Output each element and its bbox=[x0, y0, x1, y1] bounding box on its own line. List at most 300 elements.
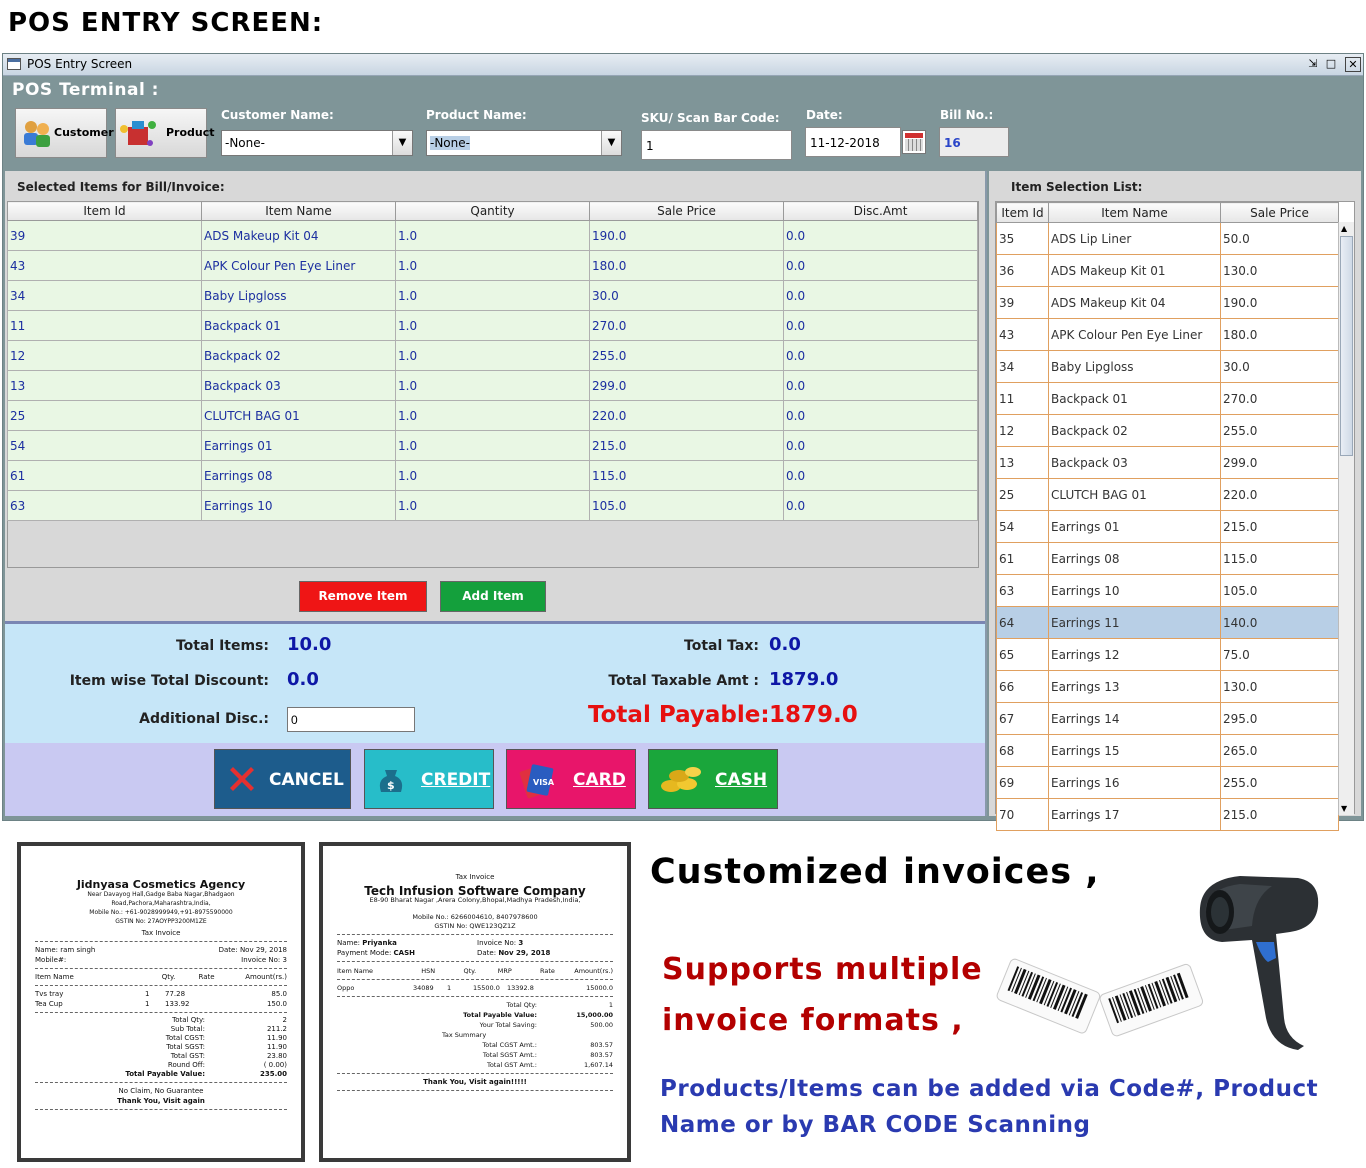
payable-value: 1879.0 bbox=[769, 702, 858, 728]
selection-table-row[interactable] bbox=[997, 799, 1339, 831]
payment-bar bbox=[5, 743, 985, 816]
bill-table-cell[interactable]: 1.0 bbox=[396, 461, 590, 491]
selection-table-cell[interactable]: 50.0 bbox=[1221, 223, 1339, 255]
bill-table-row[interactable] bbox=[8, 371, 978, 401]
product-button-label: Product bbox=[166, 126, 215, 139]
bill-table-cell[interactable]: 0.0 bbox=[784, 461, 978, 491]
vertical-scrollbar[interactable] bbox=[1338, 222, 1354, 815]
selection-table-row[interactable] bbox=[997, 415, 1339, 447]
sku-label: SKU/ Scan Bar Code: bbox=[641, 111, 780, 125]
r2-item-cell: 15500.0 bbox=[473, 984, 500, 992]
page-heading: POS ENTRY SCREEN: bbox=[8, 8, 324, 38]
selection-column-header[interactable]: Sale Price bbox=[1221, 203, 1339, 223]
selection-table-cell[interactable]: Earrings 15 bbox=[1049, 735, 1221, 767]
r1-summary-value: ( 0.00) bbox=[263, 1061, 287, 1069]
r2-gstin: GSTIN No: QWE123QZ1Z bbox=[434, 922, 516, 930]
bill-table-cell[interactable]: 1.0 bbox=[396, 251, 590, 281]
bill-table-row[interactable] bbox=[8, 311, 978, 341]
bill-table-cell[interactable]: 215.0 bbox=[590, 431, 784, 461]
header-bar bbox=[3, 76, 1363, 171]
bill-table-cell[interactable]: 11 bbox=[8, 311, 202, 341]
customer-icon bbox=[21, 117, 53, 149]
bill-table-cell[interactable]: 0.0 bbox=[784, 341, 978, 371]
selection-table-cell[interactable]: 63 bbox=[997, 575, 1049, 607]
selection-column-header[interactable]: Item Id bbox=[997, 203, 1049, 223]
cash-button[interactable] bbox=[648, 749, 778, 809]
selection-table-cell[interactable]: 70 bbox=[997, 799, 1049, 831]
r1-item-cell: 1 bbox=[145, 990, 150, 998]
selection-table-row[interactable] bbox=[997, 767, 1339, 799]
bill-table-cell[interactable]: 0.0 bbox=[784, 401, 978, 431]
r1-summary-value: 2 bbox=[282, 1016, 287, 1024]
selection-table-row[interactable] bbox=[997, 447, 1339, 479]
chevron-down-icon[interactable]: ▼ bbox=[601, 131, 621, 155]
selection-table-cell[interactable]: 215.0 bbox=[1221, 799, 1339, 831]
r2-summary-label: Total Qty: bbox=[506, 1001, 537, 1009]
chevron-down-icon[interactable]: ▼ bbox=[392, 131, 412, 155]
r2-doc-title: Tax Invoice bbox=[455, 873, 495, 881]
selection-table-cell[interactable]: Earrings 13 bbox=[1049, 671, 1221, 703]
bill-table-cell[interactable]: 54 bbox=[8, 431, 202, 461]
r2-summary-row bbox=[337, 1040, 613, 1050]
bill-table-cell[interactable]: 0.0 bbox=[784, 221, 978, 251]
remove-item-button[interactable]: Remove Item bbox=[299, 581, 427, 612]
barcode-label-icon bbox=[992, 960, 1104, 1034]
r1-name-value: ram singh bbox=[60, 946, 96, 954]
selection-table-cell[interactable]: 64 bbox=[997, 607, 1049, 639]
r2-summary-row bbox=[337, 1060, 613, 1070]
selection-table-row[interactable] bbox=[997, 287, 1339, 319]
taxable-label: Total Taxable Amt : bbox=[608, 673, 759, 689]
total-tax-label: Total Tax: bbox=[684, 638, 759, 654]
r2-invoice-label: Invoice No: bbox=[477, 939, 517, 947]
promo-line-2: Supports multiple bbox=[662, 952, 983, 987]
r2-item-row bbox=[337, 983, 613, 993]
selection-table-cell[interactable]: 115.0 bbox=[1221, 543, 1339, 575]
credit-button[interactable] bbox=[364, 749, 494, 809]
r2-company: Tech Infusion Software Company bbox=[364, 884, 586, 898]
r2-name-value: Priyanka bbox=[362, 939, 397, 947]
r2-col-qty: Qty. bbox=[463, 967, 477, 975]
selection-table-cell[interactable]: ADS Makeup Kit 04 bbox=[1049, 287, 1221, 319]
promo-line-3: invoice formats , bbox=[662, 1003, 964, 1038]
r1-summary-row bbox=[35, 1025, 287, 1034]
r1-col-item: Item Name bbox=[35, 973, 74, 981]
r2-summary-value: 1,607.14 bbox=[584, 1061, 613, 1069]
r1-item-cell: Tea Cup bbox=[35, 1000, 63, 1008]
r2-summary-value: 15,000.00 bbox=[576, 1011, 613, 1019]
bill-table-cell[interactable]: Backpack 03 bbox=[202, 371, 396, 401]
r2-date-value: Nov 29, 2018 bbox=[498, 949, 551, 957]
bill-table-cell[interactable]: Backpack 01 bbox=[202, 311, 396, 341]
bill-table-cell[interactable]: 43 bbox=[8, 251, 202, 281]
product-name-label: Product Name: bbox=[426, 108, 527, 122]
bill-table-cell[interactable]: Baby Lipgloss bbox=[202, 281, 396, 311]
selection-table-cell[interactable]: Earrings 12 bbox=[1049, 639, 1221, 671]
bill-table-cell[interactable]: 1.0 bbox=[396, 431, 590, 461]
r1-doc-title: Tax Invoice bbox=[141, 929, 181, 937]
r2-col-rate: Rate bbox=[540, 967, 555, 975]
r2-item-cell: 13392.8 bbox=[507, 984, 534, 992]
bill-table-cell[interactable]: 12 bbox=[8, 341, 202, 371]
bill-table-cell[interactable]: 1.0 bbox=[396, 491, 590, 521]
cancel-icon bbox=[227, 764, 257, 794]
promo-line-5: Name or by BAR CODE Scanning bbox=[660, 1112, 1091, 1138]
bill-table-row[interactable] bbox=[8, 341, 978, 371]
r2-summary-label: Total CGST Amt.: bbox=[482, 1041, 537, 1049]
customer-name-label: Customer Name: bbox=[221, 108, 334, 122]
add-item-button[interactable]: Add Item bbox=[440, 581, 546, 612]
totals-panel bbox=[5, 621, 985, 743]
selection-table-cell[interactable]: Earrings 08 bbox=[1049, 543, 1221, 575]
bill-table-cell[interactable]: 30.0 bbox=[590, 281, 784, 311]
selection-table-cell[interactable]: 130.0 bbox=[1221, 671, 1339, 703]
window-titlebar bbox=[3, 54, 1363, 76]
r1-summary-value: 11.90 bbox=[266, 1043, 287, 1051]
bill-table-cell[interactable]: CLUTCH BAG 01 bbox=[202, 401, 396, 431]
selection-table-row[interactable] bbox=[997, 255, 1339, 287]
maximize-icon[interactable]: □ bbox=[1325, 57, 1337, 70]
bill-panel-title: Selected Items for Bill/Invoice: bbox=[17, 180, 225, 194]
r1-footer1: No Claim, No Guarantee bbox=[118, 1087, 204, 1095]
bill-table-cell[interactable]: 25 bbox=[8, 401, 202, 431]
r2-mode-label: Payment Mode: bbox=[337, 949, 392, 957]
bill-table-cell[interactable]: 61 bbox=[8, 461, 202, 491]
bill-table-cell[interactable]: 1.0 bbox=[396, 281, 590, 311]
selection-table-row[interactable] bbox=[997, 607, 1339, 639]
r2-address: E8-90 Bharat Nagar ,Arera Colony,Bhopal,Madhya Pradesh,India, bbox=[369, 896, 581, 904]
bill-table-cell[interactable]: 0.0 bbox=[784, 281, 978, 311]
bill-table-cell[interactable]: 0.0 bbox=[784, 491, 978, 521]
r2-invoice-value: 3 bbox=[518, 939, 524, 947]
r1-mobile: Mobile No.: +61-9028999949,+91-8975590000 bbox=[89, 909, 233, 916]
taxable-value: 1879.0 bbox=[769, 669, 839, 690]
selection-table-cell[interactable]: 190.0 bbox=[1221, 287, 1339, 319]
bill-table-cell[interactable]: 1.0 bbox=[396, 221, 590, 251]
selection-table-cell[interactable]: 61 bbox=[997, 543, 1049, 575]
bill-column-header[interactable]: Item Name bbox=[202, 202, 396, 221]
selection-table-cell[interactable]: 180.0 bbox=[1221, 319, 1339, 351]
r2-col-mrp: MRP bbox=[497, 967, 512, 975]
selection-table-cell[interactable]: 36 bbox=[997, 255, 1049, 287]
selection-table-cell[interactable]: Earrings 17 bbox=[1049, 799, 1221, 831]
r2-summary-label: Your Total Saving: bbox=[479, 1021, 537, 1029]
bill-column-header[interactable]: Qantity bbox=[396, 202, 590, 221]
selection-table-cell[interactable]: 11 bbox=[997, 383, 1049, 415]
r2-tax-summary: Tax Summary bbox=[442, 1031, 487, 1039]
bill-number: 16 bbox=[939, 127, 1009, 157]
product-name-value: -None- bbox=[430, 136, 470, 150]
selection-table-cell[interactable]: 140.0 bbox=[1221, 607, 1339, 639]
selection-table-cell[interactable]: 68 bbox=[997, 735, 1049, 767]
sample-invoice-2 bbox=[319, 842, 631, 1162]
r2-summary-row bbox=[337, 1010, 613, 1020]
promo-line-4: Products/Items can be added via Code#, Product bbox=[660, 1076, 1319, 1102]
svg-text:$: $ bbox=[387, 779, 395, 792]
r1-gstin: GSTIN No: 27AOYPP3200M1ZE bbox=[115, 918, 207, 925]
bill-table-cell[interactable]: 0.0 bbox=[784, 431, 978, 461]
bill-table-cell[interactable]: 0.0 bbox=[784, 371, 978, 401]
selection-table-row[interactable] bbox=[997, 543, 1339, 575]
r1-item-cell: 85.0 bbox=[271, 990, 287, 998]
scroll-thumb[interactable] bbox=[1340, 236, 1353, 456]
selection-table-row[interactable] bbox=[997, 671, 1339, 703]
r1-name-label: Name: bbox=[35, 946, 59, 954]
selection-table-cell[interactable]: 66 bbox=[997, 671, 1049, 703]
r2-item-cell: 34089 bbox=[413, 984, 434, 992]
r1-summary-label: Sub Total: bbox=[170, 1025, 205, 1033]
cash-button-label: CASH bbox=[715, 770, 768, 790]
bill-table-cell[interactable]: 34 bbox=[8, 281, 202, 311]
selection-table-cell[interactable]: 13 bbox=[997, 447, 1049, 479]
bill-table-row[interactable] bbox=[8, 491, 978, 521]
sku-input[interactable]: 1 bbox=[641, 130, 792, 160]
r1-address1: Near Davayog Hall,Gadge Baba Nagar,Bhadgaon bbox=[87, 891, 235, 898]
product-button[interactable] bbox=[115, 108, 215, 158]
bill-table-row[interactable] bbox=[8, 461, 978, 491]
selection-table-row[interactable] bbox=[997, 511, 1339, 543]
selection-table-cell[interactable]: Baby Lipgloss bbox=[1049, 351, 1221, 383]
selection-table-cell[interactable]: Earrings 01 bbox=[1049, 511, 1221, 543]
bill-column-header[interactable]: Disc.Amt bbox=[784, 202, 978, 221]
bill-table-cell[interactable]: 1.0 bbox=[396, 341, 590, 371]
product-icon bbox=[118, 115, 158, 151]
bill-table-cell[interactable]: 255.0 bbox=[590, 341, 784, 371]
selection-table-cell[interactable]: ADS Makeup Kit 01 bbox=[1049, 255, 1221, 287]
additional-disc-label: Additional Disc.: bbox=[139, 711, 269, 727]
selection-table-cell[interactable]: 75.0 bbox=[1221, 639, 1339, 671]
bill-table-cell[interactable]: 190.0 bbox=[590, 221, 784, 251]
selection-table-cell[interactable]: Backpack 03 bbox=[1049, 447, 1221, 479]
total-tax-value: 0.0 bbox=[769, 634, 801, 655]
bill-table-cell[interactable]: 180.0 bbox=[590, 251, 784, 281]
window-title: POS Entry Screen bbox=[27, 57, 133, 71]
selection-table-cell[interactable]: 12 bbox=[997, 415, 1049, 447]
selection-table-cell[interactable]: 30.0 bbox=[1221, 351, 1339, 383]
bill-table-row[interactable] bbox=[8, 251, 978, 281]
selection-table-row[interactable] bbox=[997, 575, 1339, 607]
cancel-button-label: CANCEL bbox=[269, 770, 344, 790]
bill-table-cell[interactable]: ADS Makeup Kit 04 bbox=[202, 221, 396, 251]
bill-table[interactable] bbox=[7, 201, 978, 521]
bill-table-cell[interactable]: Earrings 08 bbox=[202, 461, 396, 491]
selection-table-cell[interactable]: 34 bbox=[997, 351, 1049, 383]
selection-table-row[interactable] bbox=[997, 703, 1339, 735]
selection-table-cell[interactable]: 255.0 bbox=[1221, 767, 1339, 799]
r2-item-cell: 15000.0 bbox=[586, 984, 613, 992]
selection-table-cell[interactable]: 270.0 bbox=[1221, 383, 1339, 415]
bill-table-cell[interactable]: APK Colour Pen Eye Liner bbox=[202, 251, 396, 281]
selection-table-cell[interactable]: 299.0 bbox=[1221, 447, 1339, 479]
r1-summary-label: Total GST: bbox=[170, 1052, 205, 1060]
discount-value: 0.0 bbox=[287, 669, 319, 690]
r2-date-label: Date: bbox=[477, 949, 497, 957]
selection-table-cell[interactable]: Backpack 01 bbox=[1049, 383, 1221, 415]
bill-table-cell[interactable]: Earrings 01 bbox=[202, 431, 396, 461]
selection-table-cell[interactable]: 65 bbox=[997, 639, 1049, 671]
bill-table-cell[interactable]: 115.0 bbox=[590, 461, 784, 491]
cancel-button[interactable] bbox=[214, 749, 351, 809]
close-icon[interactable]: ✕ bbox=[1345, 57, 1361, 72]
additional-disc-input[interactable] bbox=[287, 707, 415, 732]
r2-summary-label: Total SGST Amt.: bbox=[482, 1051, 537, 1059]
bill-table-cell[interactable]: 0.0 bbox=[784, 311, 978, 341]
selection-column-header[interactable]: Item Name bbox=[1049, 203, 1221, 223]
customer-name-select[interactable] bbox=[221, 130, 413, 156]
selection-table-cell[interactable]: 255.0 bbox=[1221, 415, 1339, 447]
selection-list-area[interactable] bbox=[995, 201, 1355, 822]
bill-table-cell[interactable]: 0.0 bbox=[784, 251, 978, 281]
scroll-up-icon[interactable]: ▲ bbox=[1341, 224, 1348, 233]
selection-table-cell[interactable]: Earrings 11 bbox=[1049, 607, 1221, 639]
selection-table-row[interactable] bbox=[997, 223, 1339, 255]
selection-table-row[interactable] bbox=[997, 639, 1339, 671]
bill-table-cell[interactable]: 1.0 bbox=[396, 311, 590, 341]
selection-table-row[interactable] bbox=[997, 383, 1339, 415]
selection-table-cell[interactable]: 130.0 bbox=[1221, 255, 1339, 287]
selection-table-cell[interactable]: ADS Lip Liner bbox=[1049, 223, 1221, 255]
restore-icon[interactable]: ⇲ bbox=[1308, 57, 1318, 70]
selection-table-cell[interactable]: Earrings 14 bbox=[1049, 703, 1221, 735]
r1-invoice-label: Invoice No: bbox=[241, 956, 281, 964]
selection-table-cell[interactable]: Backpack 02 bbox=[1049, 415, 1221, 447]
credit-card-icon bbox=[519, 760, 557, 798]
bill-table-cell[interactable]: 1.0 bbox=[396, 401, 590, 431]
pos-window bbox=[2, 53, 1364, 821]
r2-name-label: Name: bbox=[337, 939, 361, 947]
r1-item-cell: 150.0 bbox=[266, 1000, 287, 1008]
r1-summary-value: 235.00 bbox=[259, 1070, 287, 1078]
promo-line-1: Customized invoices , bbox=[650, 852, 1100, 892]
selection-table-row[interactable] bbox=[997, 319, 1339, 351]
card-button[interactable] bbox=[506, 749, 636, 809]
bill-label: Bill No.: bbox=[940, 108, 994, 122]
r1-summary-label: Round Off: bbox=[167, 1061, 205, 1069]
r2-summary-value: 803.57 bbox=[590, 1051, 613, 1059]
selection-table-cell[interactable]: Earrings 10 bbox=[1049, 575, 1221, 607]
total-items-value: 10.0 bbox=[287, 634, 332, 655]
selection-table-cell[interactable]: 215.0 bbox=[1221, 511, 1339, 543]
r1-summary-row bbox=[35, 1052, 287, 1061]
sample-invoice-1 bbox=[17, 842, 305, 1162]
selection-table-cell[interactable]: 43 bbox=[997, 319, 1049, 351]
r2-summary-row bbox=[337, 1020, 613, 1030]
selection-table-cell[interactable]: 35 bbox=[997, 223, 1049, 255]
date-label: Date: bbox=[806, 108, 843, 122]
r2-mode-value: CASH bbox=[393, 949, 416, 957]
bill-table-row[interactable] bbox=[8, 281, 978, 311]
r1-summary-row bbox=[35, 1016, 287, 1025]
r1-summary-label: Total Payable Value: bbox=[125, 1070, 205, 1078]
selection-table[interactable] bbox=[996, 202, 1339, 831]
r2-summary-value: 803.57 bbox=[590, 1041, 613, 1049]
selection-table-cell[interactable]: 54 bbox=[997, 511, 1049, 543]
selection-table-cell[interactable]: Earrings 16 bbox=[1049, 767, 1221, 799]
bill-table-cell[interactable]: Earrings 10 bbox=[202, 491, 396, 521]
r1-summary-row bbox=[35, 1034, 287, 1043]
bill-table-cell[interactable]: 13 bbox=[8, 371, 202, 401]
r1-address2: Road,Pachora,Maharashtra,India, bbox=[111, 900, 211, 907]
selection-table-cell[interactable]: 105.0 bbox=[1221, 575, 1339, 607]
scroll-down-icon[interactable]: ▼ bbox=[1341, 804, 1348, 813]
bill-table-cell[interactable]: 270.0 bbox=[590, 311, 784, 341]
bill-table-cell[interactable]: 105.0 bbox=[590, 491, 784, 521]
selection-table-cell[interactable]: 39 bbox=[997, 287, 1049, 319]
selection-table-row[interactable] bbox=[997, 479, 1339, 511]
customer-name-value: -None- bbox=[225, 136, 265, 150]
r2-summary-row bbox=[337, 1000, 613, 1010]
r1-col-rate: Rate bbox=[198, 973, 215, 981]
bill-column-header[interactable]: Sale Price bbox=[590, 202, 784, 221]
r1-date-label: Date: bbox=[218, 946, 238, 954]
credit-button-label: CREDIT bbox=[421, 770, 491, 790]
selection-table-row[interactable] bbox=[997, 735, 1339, 767]
bill-table-cell[interactable]: 299.0 bbox=[590, 371, 784, 401]
r2-mobile: Mobile No.: 6266004610, 8407978600 bbox=[412, 913, 538, 921]
selection-table-cell[interactable]: 295.0 bbox=[1221, 703, 1339, 735]
selection-panel bbox=[989, 171, 1361, 822]
r1-summary-value: 211.2 bbox=[266, 1025, 287, 1033]
selection-table-cell[interactable]: 69 bbox=[997, 767, 1049, 799]
window-icon bbox=[7, 58, 21, 70]
discount-label: Item wise Total Discount: bbox=[69, 673, 269, 689]
selection-table-cell[interactable]: 25 bbox=[997, 479, 1049, 511]
r1-summary-value: 23.80 bbox=[266, 1052, 287, 1060]
selection-table-cell[interactable]: 265.0 bbox=[1221, 735, 1339, 767]
date-field[interactable]: 11-12-2018 bbox=[805, 127, 901, 157]
r1-summary-label: Total SGST: bbox=[166, 1043, 205, 1051]
bill-table-row[interactable] bbox=[8, 431, 978, 461]
bill-table-row[interactable] bbox=[8, 221, 978, 251]
bill-panel bbox=[5, 171, 987, 816]
selection-table-row[interactable] bbox=[997, 351, 1339, 383]
customer-button[interactable] bbox=[15, 108, 114, 158]
bill-table-row[interactable] bbox=[8, 401, 978, 431]
bill-table-cell[interactable]: 39 bbox=[8, 221, 202, 251]
r1-summary-label: Total CGST: bbox=[165, 1034, 205, 1042]
selection-table-cell[interactable]: APK Colour Pen Eye Liner bbox=[1049, 319, 1221, 351]
r1-mobile-label: Mobile#: bbox=[35, 956, 67, 964]
r2-summary-value: 1 bbox=[608, 1001, 613, 1009]
r1-item-cell: Tvs tray bbox=[35, 990, 64, 998]
r1-item-cell: 133.92 bbox=[165, 1000, 190, 1008]
terminal-label: POS Terminal : bbox=[12, 80, 159, 100]
money-bag-icon bbox=[373, 762, 409, 798]
r1-item-cell: 77.28 bbox=[165, 990, 186, 998]
coins-icon bbox=[659, 760, 705, 798]
r1-summary-row bbox=[35, 1061, 287, 1070]
r1-col-qty: Qty. bbox=[161, 973, 176, 981]
r2-item-cell: 1 bbox=[447, 984, 452, 992]
r1-invoice-value: 3 bbox=[282, 956, 287, 964]
bill-table-cell[interactable]: 220.0 bbox=[590, 401, 784, 431]
bill-table-cell[interactable]: Backpack 02 bbox=[202, 341, 396, 371]
r1-company: Jidnyasa Cosmetics Agency bbox=[76, 878, 246, 891]
selection-table-cell[interactable]: 67 bbox=[997, 703, 1049, 735]
bill-table-cell[interactable]: 63 bbox=[8, 491, 202, 521]
payable-label: Total Payable: bbox=[588, 702, 770, 728]
r1-summary-row bbox=[35, 1070, 287, 1079]
r2-summary-label: Total Payable Value: bbox=[463, 1011, 537, 1019]
r1-item-row bbox=[35, 989, 287, 999]
calendar-icon[interactable] bbox=[902, 130, 926, 154]
r2-footer: Thank You, Visit again!!!!! bbox=[423, 1078, 527, 1086]
selection-table-cell[interactable]: 220.0 bbox=[1221, 479, 1339, 511]
selection-table-cell[interactable]: CLUTCH BAG 01 bbox=[1049, 479, 1221, 511]
bill-table-cell[interactable]: 1.0 bbox=[396, 371, 590, 401]
bill-column-header[interactable]: Item Id bbox=[8, 202, 202, 221]
product-name-select[interactable] bbox=[426, 130, 622, 156]
